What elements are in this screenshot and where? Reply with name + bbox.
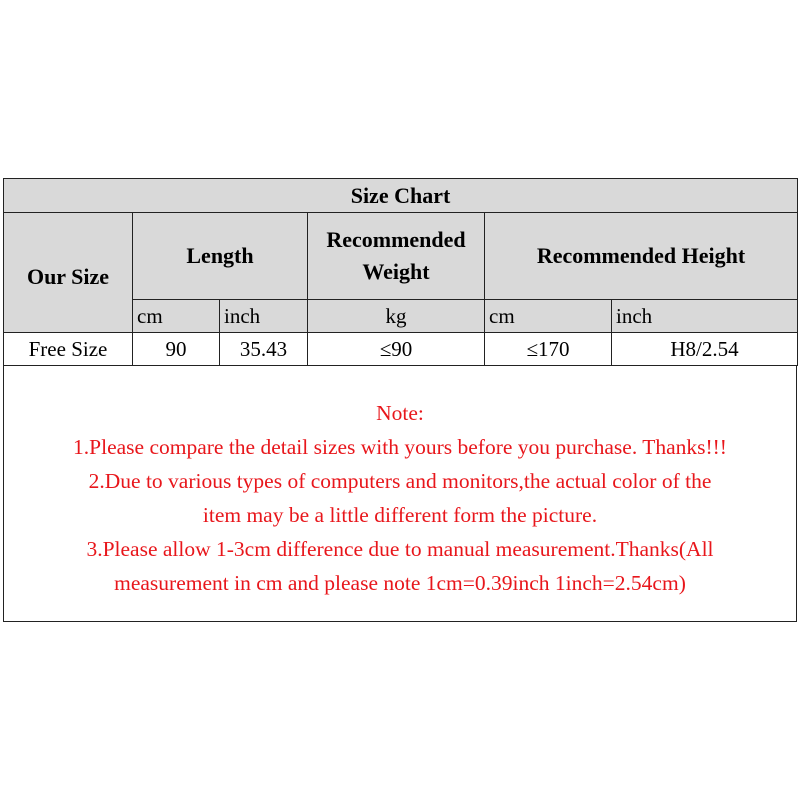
size-chart-title-row: [4, 179, 798, 213]
size-chart-header-row: [4, 213, 798, 300]
header-recommended-weight-line1: Recommended: [326, 227, 466, 252]
note-heading: Note:: [376, 401, 424, 425]
cell-length-cm: 90: [133, 333, 220, 366]
unit-weight-kg: kg: [308, 300, 485, 333]
header-our-size: Our Size: [4, 213, 133, 333]
cell-height-cm: ≤170: [485, 333, 612, 366]
unit-length-cm: cm: [133, 300, 220, 333]
cell-height-inch: H8/2.54: [612, 333, 798, 366]
note-line-4: 3.Please allow 1-3cm difference due to manual measurement.Thanks(All: [86, 537, 714, 561]
cell-weight-kg: ≤90: [308, 333, 485, 366]
size-chart-table: [3, 178, 798, 366]
table-row: [4, 333, 798, 366]
header-recommended-weight: [308, 213, 485, 300]
header-length: Length: [133, 213, 308, 300]
header-recommended-weight-line2: Weight: [362, 259, 430, 284]
note-line-1: 1.Please compare the detail sizes with yours before you purchase. Thanks!!!: [73, 435, 727, 459]
note-line-2: 2.Due to various types of computers and monitors,the actual color of the: [88, 469, 712, 493]
unit-height-inch: inch: [612, 300, 798, 333]
size-chart-title: Size Chart: [4, 179, 798, 213]
cell-size: Free Size: [4, 333, 133, 366]
notes-block: [3, 396, 797, 600]
note-line-5: measurement in cm and please note 1cm=0.39inch 1inch=2.54cm): [114, 571, 686, 595]
unit-length-inch: inch: [220, 300, 308, 333]
note-line-3: item may be a little different form the picture.: [202, 503, 598, 527]
cell-length-inch: 35.43: [220, 333, 308, 366]
header-recommended-height: Recommended Height: [485, 213, 798, 300]
unit-height-cm: cm: [485, 300, 612, 333]
